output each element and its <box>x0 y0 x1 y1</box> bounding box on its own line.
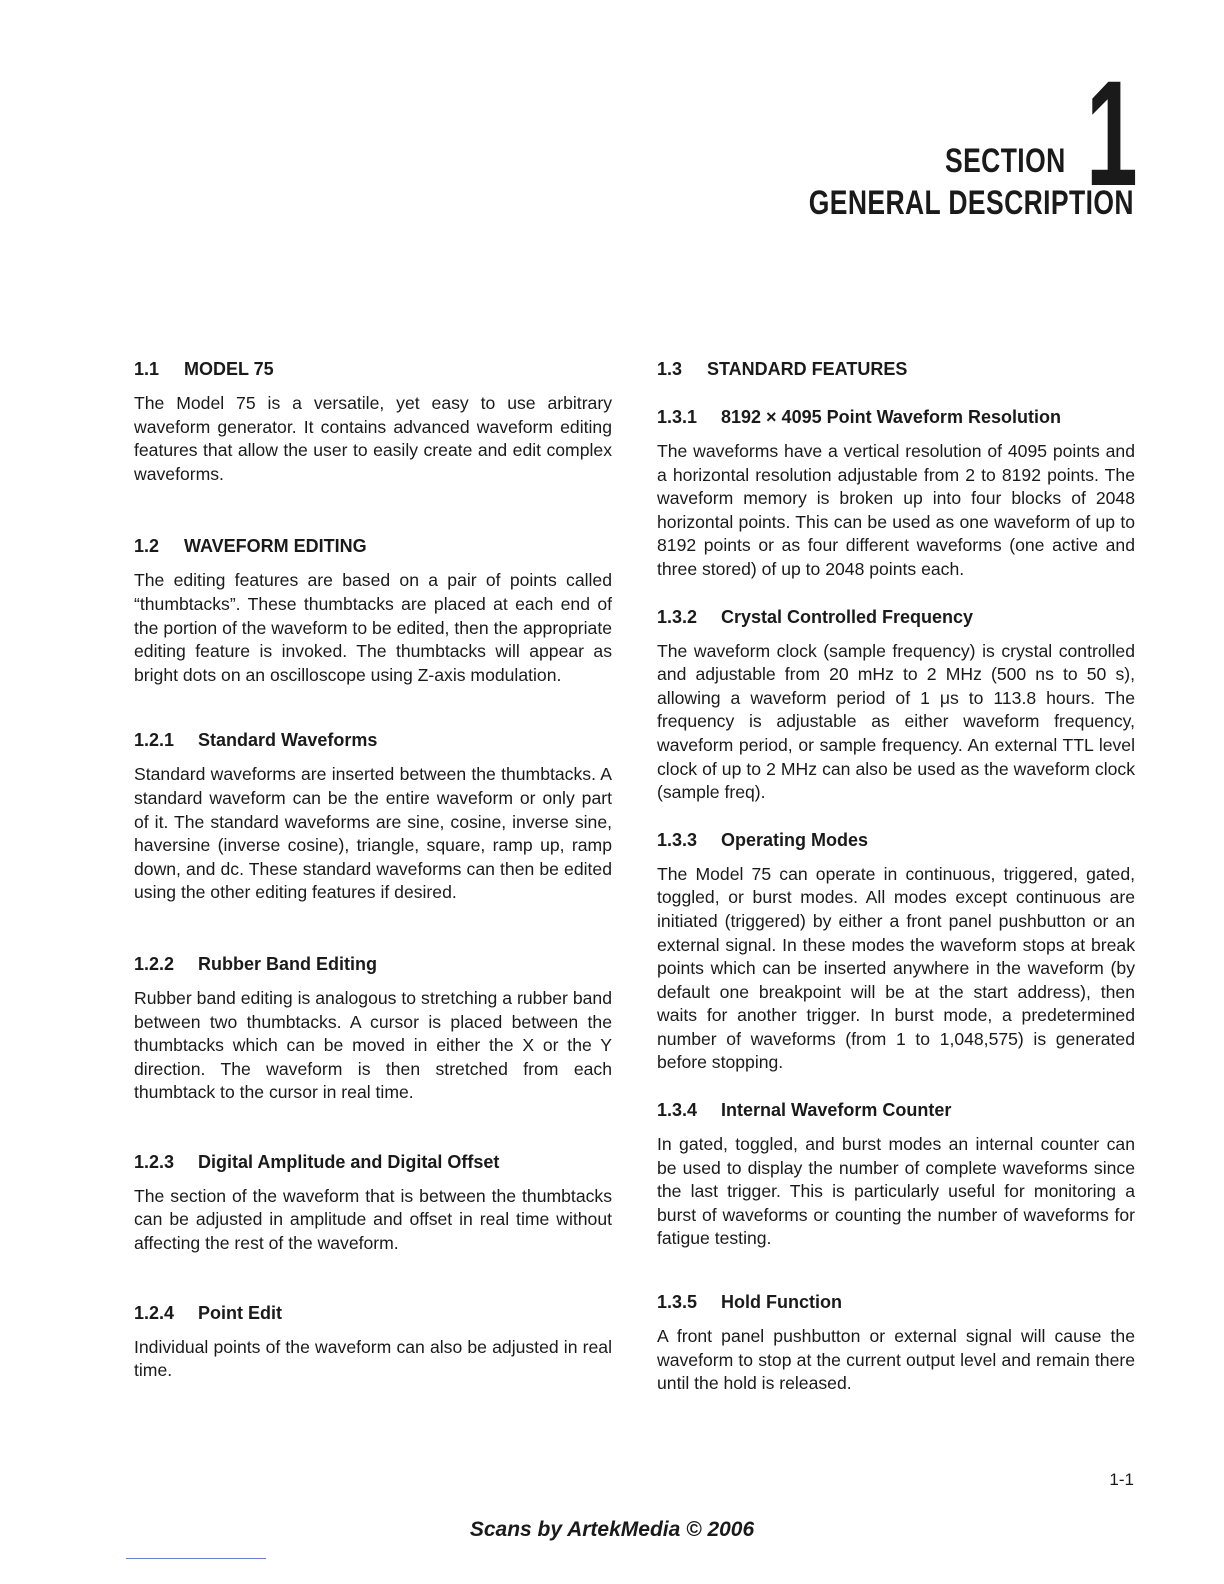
section-number: 1.3 <box>657 359 683 379</box>
section-heading <box>134 358 612 380</box>
footer-rule <box>126 1558 266 1559</box>
section-text: The Model 75 can operate in continuous, triggered, gated, toggled, or burst modes. All modes except continuous are initiated (triggered) by either a front panel pushbutton or an external signal. In these modes the waveform stops at break points which can be inserted anywhere in the waveform (by default one breakpoint will be at the start address), then waits for another trigger. In burst mode, a predetermined number of waveforms (from 1 to 1,048,575) is generated before stopping. <box>657 863 1135 1073</box>
section-1-2-2 <box>134 953 612 1105</box>
section-number: 1.2.2 <box>134 953 175 974</box>
section-1-3-4 <box>657 1099 1135 1251</box>
section-heading <box>134 1151 612 1173</box>
section-1-3-5 <box>657 1291 1135 1396</box>
section-title: Standard Waveforms <box>198 730 378 751</box>
section-1-3-3 <box>657 829 1135 1075</box>
chapter-number: 1 <box>1085 49 1136 217</box>
section-number: 1.3.4 <box>657 1100 698 1121</box>
section-number: 1.2.4 <box>134 1302 175 1323</box>
section-heading <box>134 535 612 557</box>
section-heading <box>657 1099 1135 1121</box>
section-text: Standard waveforms are inserted between the thumbtacks. A standard waveform can be the entire waveform or only part of it. The standard waveforms are sine, cosine, inverse sine, haversine (inverse cosine), triangle, square, ramp up, ramp down, and dc. These standard waveforms can then be edited using the other editing features if desired. <box>134 764 612 903</box>
section-heading <box>134 729 612 751</box>
section-title: MODEL 75 <box>184 359 274 379</box>
section-number: 1.3.2 <box>657 606 698 627</box>
section-title: WAVEFORM EDITING <box>184 536 367 557</box>
section-title: STANDARD FEATURES <box>707 359 908 379</box>
chapter-title: GENERAL DESCRIPTION <box>808 184 1134 222</box>
section-number: 1.3.5 <box>657 1292 698 1313</box>
section-text: The waveforms have a vertical resolution of 4095 points and a horizontal resolution adjustable from 2 to 8192 points. The waveform memory is broken up into four blocks of 2048 horizontal points. This can be used as one waveform of up to 8192 points or as four different waveforms (one active and three stored) of up to 2048 points each. <box>657 441 1135 579</box>
section-title: Crystal Controlled Frequency <box>721 606 974 627</box>
section-text: The waveform clock (sample frequency) is crystal controlled and adjustable from 20 mHz to 2 MHz (500 ns to 50 s), allowing a waveform period of 1 μs to 113.8 hours. The frequency is adjustable as either waveform frequency, waveform period, or sample frequency. An external TTL level clock of up to 2 MHz can also be used as the waveform clock (sample freq). <box>657 640 1135 803</box>
section-title: Hold Function <box>721 1292 842 1313</box>
section-text: Individual points of the waveform can also be adjusted in real time. <box>134 1336 612 1381</box>
section-number: 1.2.1 <box>134 730 175 751</box>
section-number: 1.1 <box>134 359 160 379</box>
section-1-3 <box>657 358 1135 380</box>
section-heading <box>134 1302 612 1324</box>
section-title: Rubber Band Editing <box>198 953 377 974</box>
left-column <box>134 358 612 1383</box>
section-1-2-3 <box>134 1151 612 1256</box>
section-1-2-1 <box>134 729 612 905</box>
section-number: 1.3.1 <box>657 407 698 427</box>
section-1-3-2 <box>657 606 1135 805</box>
scan-credit: Scans by ArtekMedia © 2006 <box>469 1518 755 1541</box>
section-heading <box>657 1291 1135 1313</box>
section-heading <box>134 953 612 975</box>
section-text: The Model 75 is a versatile, yet easy to use arbitrary waveform generator. It contains advanced waveform editing features that allow the user to easily create and edit complex waveforms. <box>134 393 612 484</box>
section-text: Rubber band editing is analogous to stretching a rubber band between two thumbtacks. A cursor is placed between the thumbtacks which can be moved in either the X or the Y direction. The waveform is then stretched from each thumbtack to the cursor in real time. <box>134 987 612 1103</box>
section-text: In gated, toggled, and burst modes an internal counter can be used to display the number of complete waveforms since the last trigger. This is particularly useful for monitoring a burst of waveforms or counting the number of waveforms for fatigue testing. <box>657 1134 1135 1249</box>
section-title: Internal Waveform Counter <box>721 1100 952 1121</box>
section-1-2 <box>134 535 612 687</box>
section-number: 1.2.3 <box>134 1151 175 1172</box>
section-text: The editing features are based on a pair of points called “thumbtacks”. These thumbtacks are placed at each end of the portion of the waveform to be edited, then the appropriate editing feature is invoked. The thumbtacks will appear as bright dots on an oscilloscope using Z-axis modulation. <box>134 570 612 685</box>
section-1-2-4 <box>134 1302 612 1383</box>
section-heading <box>657 406 1135 428</box>
right-column <box>657 358 1135 1396</box>
section-text: The section of the waveform that is between the thumbtacks can be adjusted in amplitude and offset in real time without affecting the rest of the waveform. <box>134 1185 612 1254</box>
section-heading <box>657 829 1135 851</box>
section-number: 1.2 <box>134 536 160 557</box>
section-heading <box>657 606 1135 628</box>
page-number: 1-1 <box>1109 1470 1134 1489</box>
section-text: A front panel pushbutton or external signal will cause the waveform to stop at the current output level and remain there until the hold is released. <box>657 1326 1135 1394</box>
section-title: Operating Modes <box>721 829 869 850</box>
section-title: Point Edit <box>198 1302 282 1323</box>
section-number: 1.3.3 <box>657 829 698 850</box>
section-1-1 <box>134 358 612 486</box>
section-label: SECTION <box>945 142 1066 180</box>
section-title: 8192 × 4095 Point Waveform Resolution <box>721 407 1061 427</box>
section-title: Digital Amplitude and Digital Offset <box>198 1151 500 1172</box>
section-1-3-1 <box>657 406 1135 582</box>
section-heading <box>657 358 1135 380</box>
